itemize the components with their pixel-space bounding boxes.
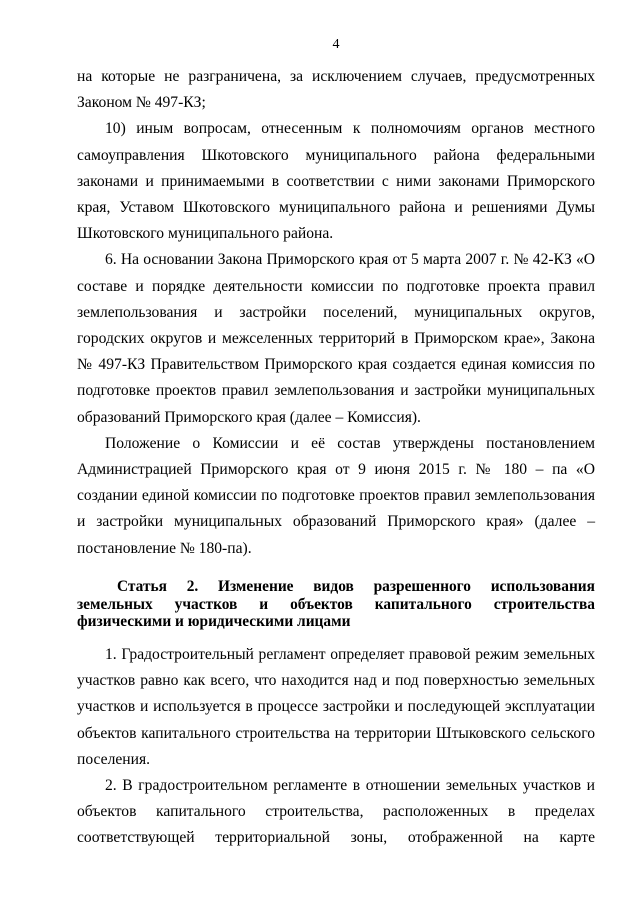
body-text: [77, 64, 595, 562]
document-page: [77, 0, 595, 905]
article-paragraph-2: 2. В градостроительном регламенте в отношении земельных участков и объектов капитального строительства, расположенных в пределах соответствующей территориальной зоны, отображенной на карте: [77, 777, 595, 847]
paragraph-item-10: 10) иным вопросам, отнесенным к полномочиям органов местного самоуправления Шкотовского муниципального района федеральными законами и принимаемыми в соответствии с ними законами Приморского края, Уставом Шкотовского муниципального района и решениями Думы Шкотовского муниципального района.: [77, 120, 595, 243]
page-number: 4: [332, 37, 340, 52]
article-paragraph-1: 1. Градостроительный регламент определяет правовой режим земельных участков равно как всего, что находится над и под поверхностью земельных участков и используется в процессе застройки и последующей эксплуатации объектов капитального строительства на территории Штыковского сельского поселения.: [77, 646, 595, 768]
paragraph-continuation: на которые не разграничена, за исключением случаев, предусмотренных Законом № 497-КЗ;: [77, 68, 595, 112]
paragraph-commission-regulation: Положение о Комиссии и её состав утверждены постановлением Администрацией Приморского края от 9 июня 2015 г. № 180 – па «О создании единой комиссии по подготовке проектов правил землепользования и застройки муниципальных образований Приморского края» (далее – постановление № 180-па).: [77, 434, 595, 557]
article-body: [77, 642, 595, 852]
article-heading: Статья 2. Изменение видов разрешенного использования земельных участков и объектов капитального строительства физическими и юридическими лицами: [77, 578, 595, 631]
paragraph-point-6: 6. На основании Закона Приморского края от 5 марта 2007 г. № 42-КЗ «О составе и порядке деятельности комиссии по подготовке проекта правил землепользования и застройки поселений, муниципальных округов, городских округов и межселенных территорий в Приморском крае», Закона № 497-КЗ Правительством Приморского края создается единая комиссия по подготовке проектов правил землепользования и застройки муниципальных образований Приморского края (далее – Комиссия).: [77, 251, 595, 426]
